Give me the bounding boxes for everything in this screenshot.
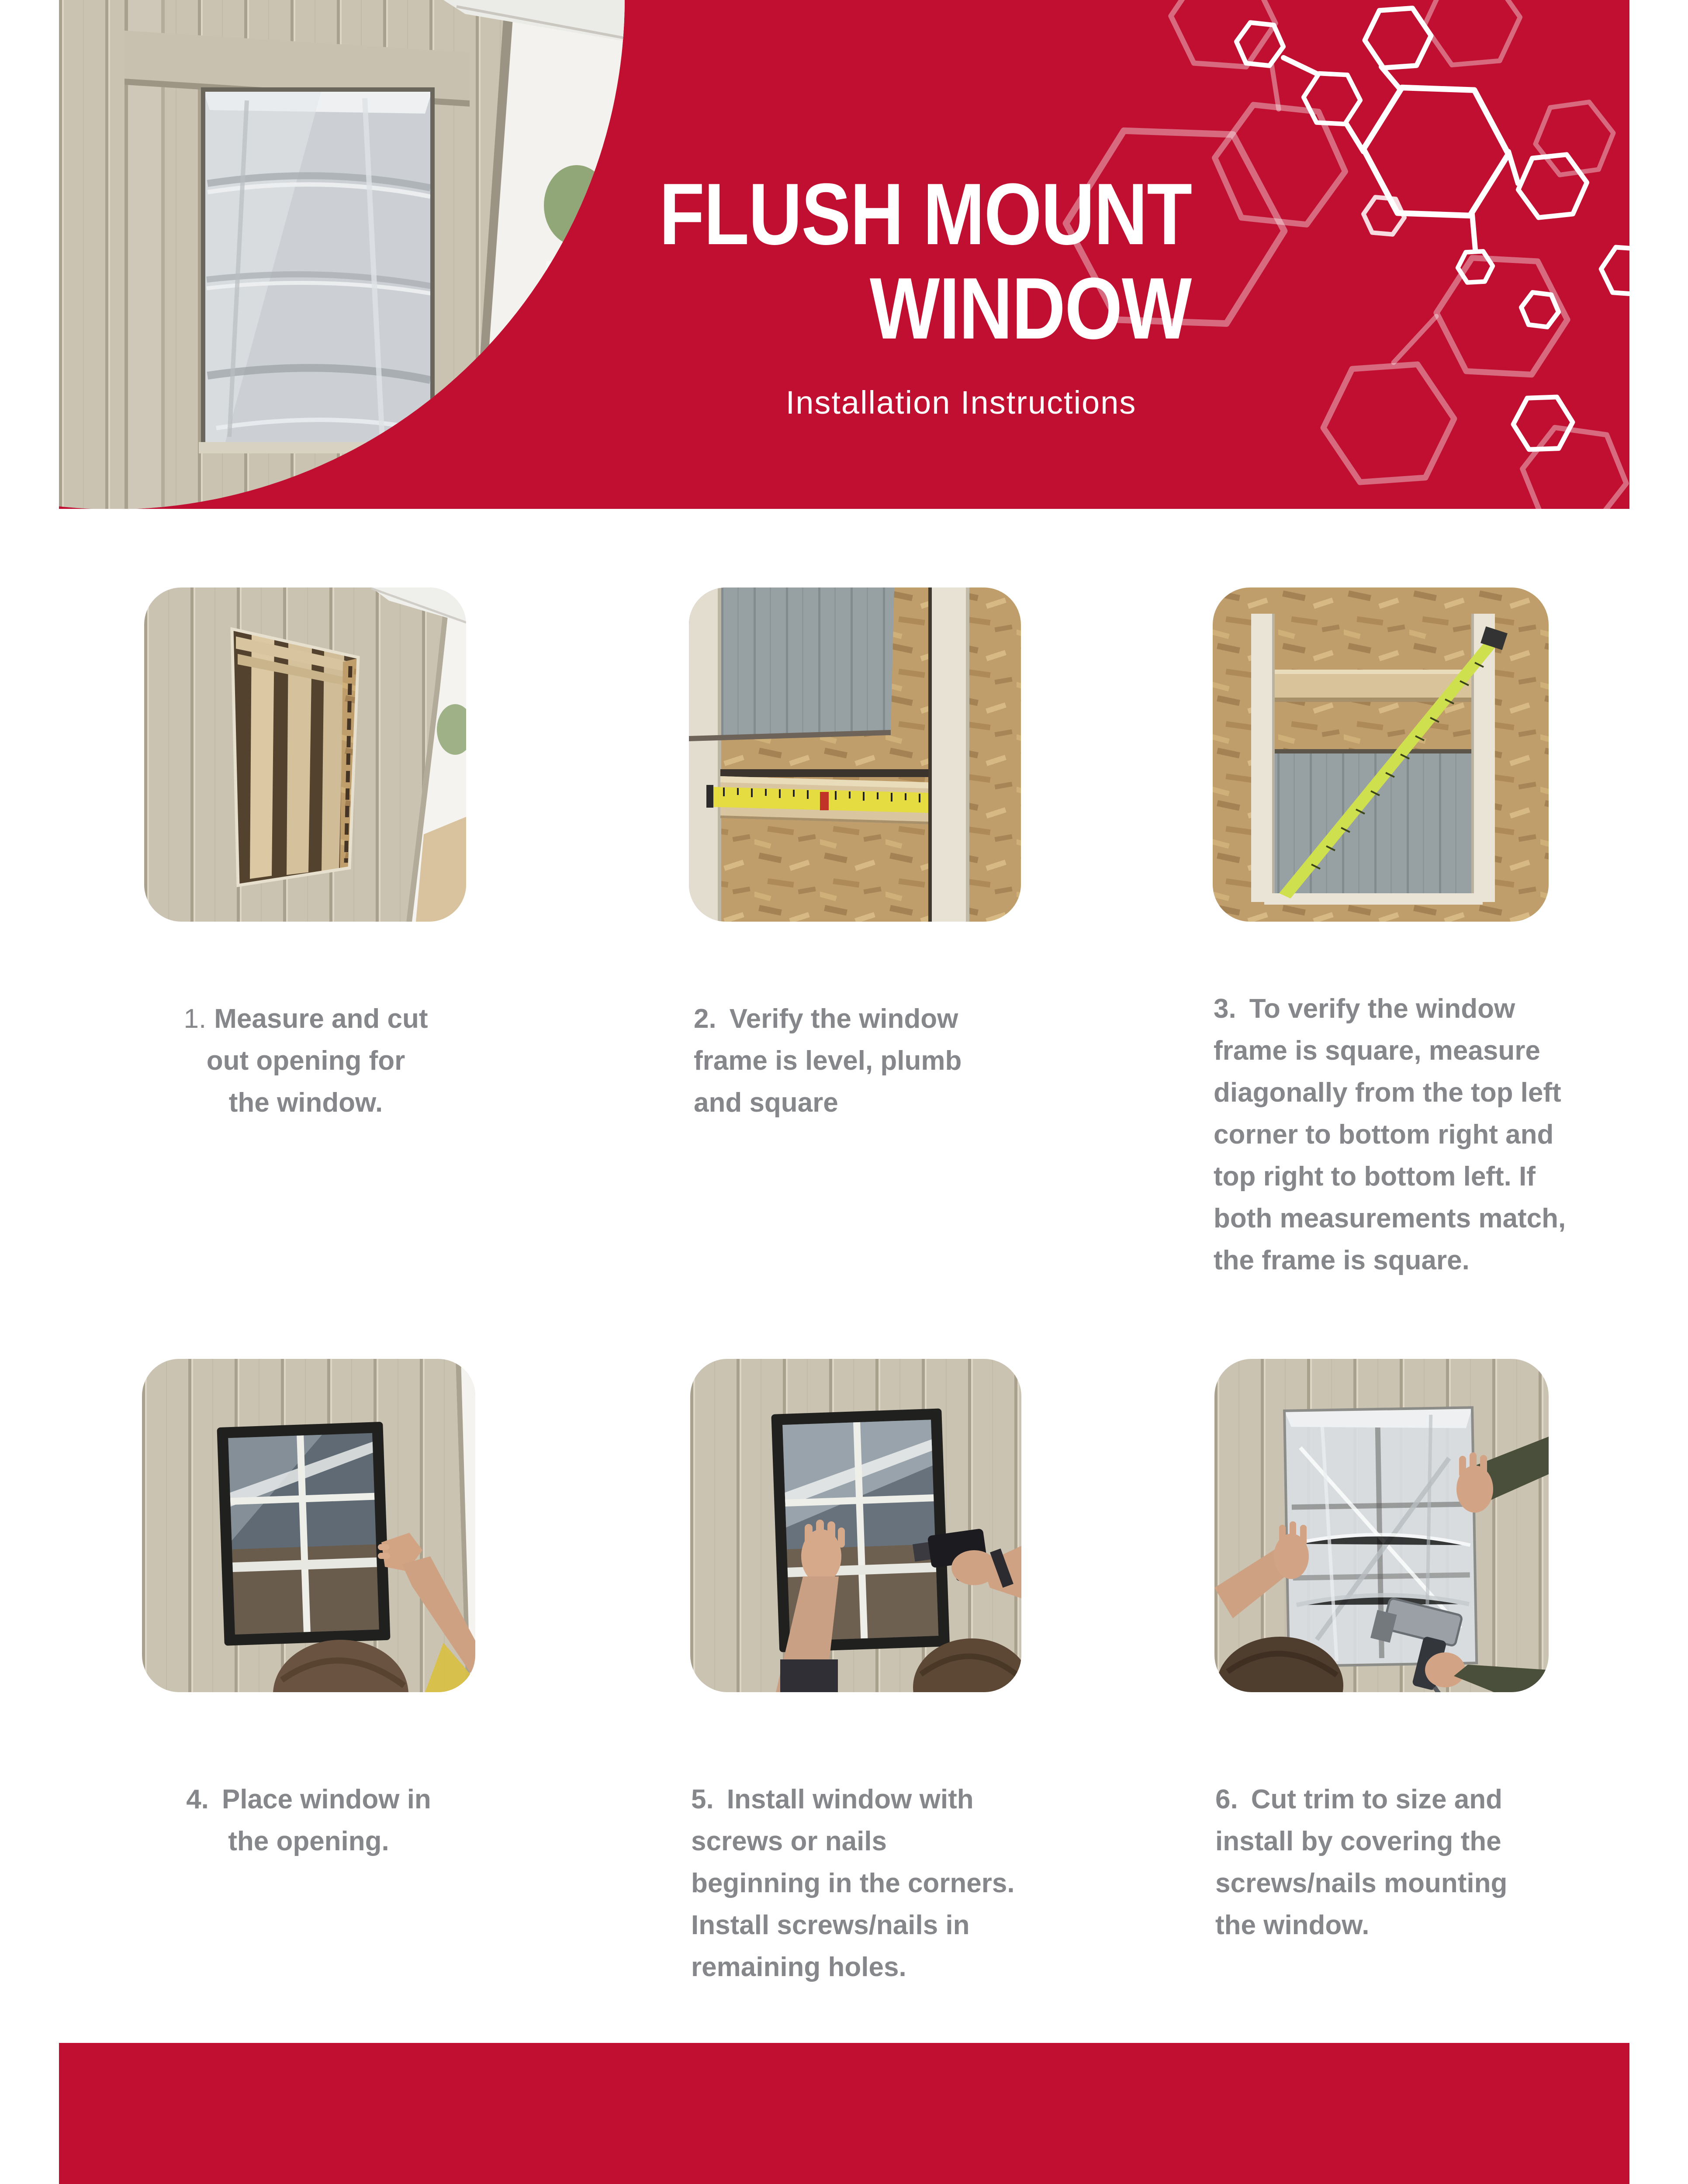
step-2-number: 2. <box>694 1004 716 1034</box>
step-5-line-1: 5. Install window with <box>691 1784 974 1814</box>
page-title-line1: FLUSH MOUNT <box>659 166 1191 263</box>
plastic-covered-window-photo <box>59 0 627 509</box>
step-5-caption <box>691 1779 1041 1988</box>
step-3-line-5: top right to bottom left. If <box>1214 1161 1536 1192</box>
fasten-window-photo <box>690 1359 1021 1692</box>
step-2-line-2: frame is level, plumb <box>694 1046 962 1076</box>
step-1-number: 1. <box>183 1004 207 1034</box>
page-subtitle: Installation Instructions <box>785 384 1137 421</box>
step-4-caption <box>142 1779 475 1863</box>
step-4-line-1: 4. Place window in <box>186 1784 431 1814</box>
step-5-line-2: screws or nails <box>691 1826 887 1856</box>
step-6-photo-frame <box>1214 1359 1549 1692</box>
level-plumb-check-photo <box>689 587 1021 922</box>
step-4-photo-frame <box>142 1359 475 1692</box>
step-2-caption <box>694 998 1017 1124</box>
step-3-line-3: diagonally from the top left <box>1214 1078 1561 1108</box>
place-window-photo <box>142 1359 475 1692</box>
install-trim-photo <box>1214 1359 1549 1692</box>
step-1-photo-frame <box>144 587 466 922</box>
page-title-line2: WINDOW <box>870 260 1191 357</box>
step-5-line-3: beginning in the corners. <box>691 1868 1015 1898</box>
step-5-line-5: remaining holes. <box>691 1952 906 1982</box>
step-3-line-6: both measurements match, <box>1214 1203 1566 1234</box>
step-1-caption <box>144 998 467 1124</box>
step-3-photo-frame <box>1213 587 1549 922</box>
step-5-photo-frame <box>690 1359 1021 1692</box>
step-2-line-3: and square <box>694 1088 838 1118</box>
step-6-line-1: 6. Cut trim to size and <box>1215 1784 1502 1814</box>
step-6-line-3: screws/nails mounting <box>1215 1868 1508 1898</box>
header-banner <box>59 0 1629 509</box>
step-6-line-4: the window. <box>1215 1910 1370 1940</box>
step-4-line-2: the opening. <box>228 1826 389 1856</box>
footer-band <box>59 2043 1629 2184</box>
step-1-line-3: the window. <box>228 1088 383 1118</box>
step-6-line-2: install by covering the <box>1215 1826 1501 1856</box>
step-3-line-1: 3. To verify the window <box>1214 994 1515 1024</box>
step-4-number: 4. <box>186 1784 209 1814</box>
step-3-line-2: frame is square, measure <box>1214 1036 1540 1066</box>
hero-photo-bubble <box>59 0 627 509</box>
step-1-line-2: out opening for <box>206 1046 405 1076</box>
diagonal-measure-photo <box>1213 587 1549 922</box>
step-3-line-4: corner to bottom right and <box>1214 1120 1554 1150</box>
step-1-line-1: 1. Measure and cut <box>183 1004 428 1034</box>
step-3-number: 3. <box>1214 994 1236 1024</box>
step-5-number: 5. <box>691 1784 714 1814</box>
step-3-line-7: the frame is square. <box>1214 1245 1470 1275</box>
step-5-line-4: Install screws/nails in <box>691 1910 970 1940</box>
step-2-line-1: 2. Verify the window <box>694 1004 958 1034</box>
step-2-photo-frame <box>689 587 1021 922</box>
step-6-caption <box>1215 1779 1582 1946</box>
rough-opening-photo <box>144 587 466 922</box>
step-3-caption <box>1214 988 1607 1282</box>
step-6-number: 6. <box>1215 1784 1238 1814</box>
